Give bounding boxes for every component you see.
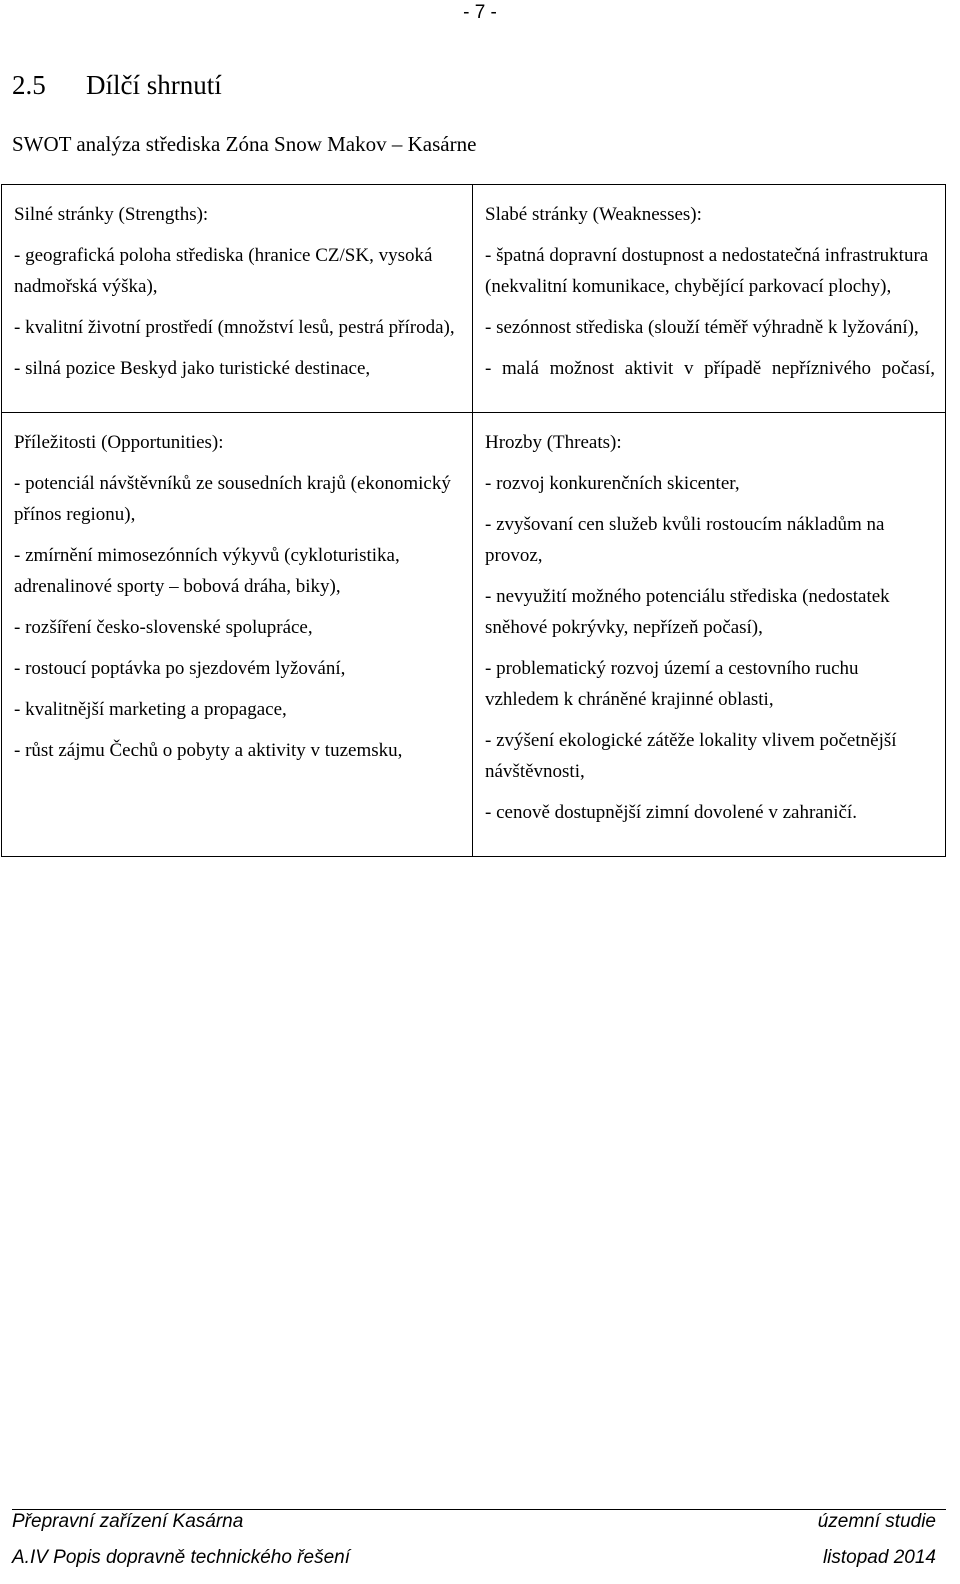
swot-subtitle: SWOT analýza střediska Zóna Snow Makov – Kasárne <box>12 132 477 156</box>
opportunities-item: - růst zájmu Čechů o pobyty a aktivity v tuzemsku, <box>14 740 403 761</box>
threats-item: - zvyšovaní cen služeb kvůli rostoucím nákladům na provoz, <box>485 514 885 566</box>
threats-item: - cenově dostupnější zimní dovolené v zahraničí. <box>485 802 857 823</box>
opportunities-item: - kvalitnější marketing a propagace, <box>14 699 287 720</box>
strengths-item: - geografická poloha střediska (hranice CZ/SK, vysoká nadmořská výška), <box>14 245 433 297</box>
footer-line-2 <box>12 1547 936 1569</box>
footer-line-1 <box>12 1511 936 1533</box>
section-title: Dílčí shrnutí <box>86 70 222 100</box>
threats-title: Hrozby (Threats): <box>485 432 622 453</box>
threats-item: - nevyužití možného potenciálu střediska (nedostatek sněhové pokrývky, nepřízeň počasí), <box>485 586 890 638</box>
footer-project-name: Přepravní zařízení Kasárna <box>12 1511 244 1532</box>
footer-date: listopad 2014 <box>822 1547 936 1568</box>
threats-item: - zvýšení ekologické zátěže lokality vlivem početnější návštěvnosti, <box>485 730 897 782</box>
footer-chapter-name: A.IV Popis dopravně technického řešení <box>12 1547 350 1568</box>
strengths-item: - kvalitní životní prostředí (množství lesů, pestrá příroda), <box>14 317 455 338</box>
opportunities-cell <box>2 413 473 857</box>
strengths-title: Silné stránky (Strengths): <box>14 204 209 225</box>
threats-item: - problematický rozvoj území a cestovního ruchu vzhledem k chráněné krajinné oblasti, <box>485 658 859 710</box>
swot-table <box>1 184 946 857</box>
section-heading <box>12 70 222 101</box>
swot-row-top <box>2 185 946 413</box>
weaknesses-title: Slabé stránky (Weaknesses): <box>485 204 702 225</box>
threats-item: - rozvoj konkurenčních skicenter, <box>485 473 740 494</box>
weaknesses-item: - sezónnost střediska (slouží téměř výhradně k lyžování), <box>485 317 919 338</box>
swot-row-bottom <box>2 413 946 857</box>
opportunities-item: - zmírnění mimosezónních výkyvů (cykloturistika, adrenalinové sporty – bobová dráha, biky), <box>14 545 400 597</box>
opportunities-item: - rozšíření česko-slovenské spolupráce, <box>14 617 313 638</box>
weaknesses-item: - špatná dopravní dostupnost a nedostatečná infrastruktura (nekvalitní komunikace, chybějící parkovací plochy), <box>485 245 929 297</box>
strengths-cell <box>2 185 473 413</box>
page-number: - 7 - <box>463 2 497 23</box>
footer-document-type: územní studie <box>817 1511 936 1532</box>
section-number: 2.5 <box>12 70 46 100</box>
footer-divider <box>12 1509 946 1510</box>
threats-cell <box>473 413 946 857</box>
strengths-item: - silná pozice Beskyd jako turistické destinace, <box>14 358 371 379</box>
opportunities-item: - potenciál návštěvníků ze sousedních krajů (ekonomický přínos regionu), <box>14 473 451 525</box>
opportunities-title: Příležitosti (Opportunities): <box>14 432 224 453</box>
weaknesses-cell <box>473 185 946 413</box>
weaknesses-item: - malá možnost aktivit v případě nepříznivého počasí, <box>485 358 935 379</box>
opportunities-item: - rostoucí poptávka po sjezdovém lyžování, <box>14 658 346 679</box>
